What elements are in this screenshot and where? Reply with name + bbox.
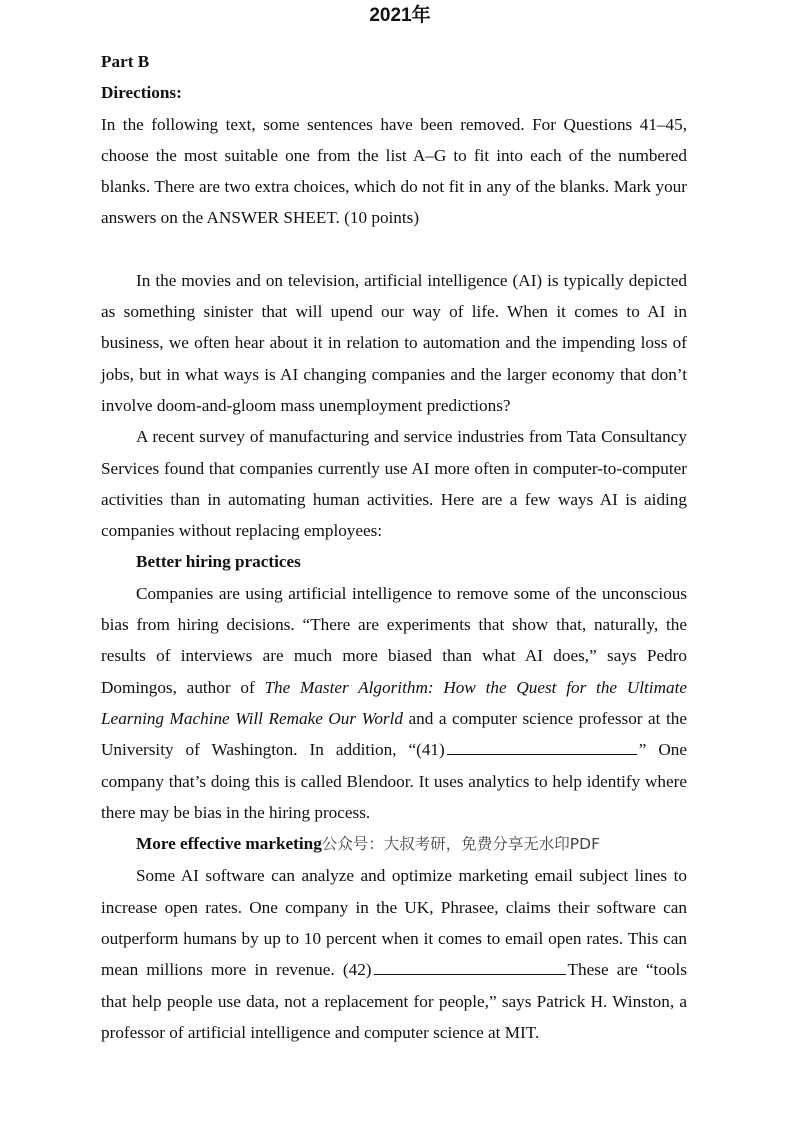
marketing-text-b: These are “tools that help people use data, not a replacement for people,” says Patrick H. Winston, a professor of artificial intelligence and computer science at MIT. xyxy=(101,960,687,1042)
exam-content xyxy=(101,46,687,1048)
part-title: Part B xyxy=(101,52,150,71)
heading-better-hiring: Better hiring practices xyxy=(136,552,301,572)
answer-blank-42[interactable] xyxy=(374,954,566,975)
paragraph-hiring xyxy=(101,578,687,828)
spacer xyxy=(101,234,687,265)
book-title: The Master Algorithm: How the Quest for the Ultimate Learning Machine Will Remake Our World xyxy=(101,677,687,728)
hiring-text-c: ” One company that’s doing this is called Blendoor. It uses analytics to help identify where there may be bias in the hiring process. xyxy=(101,740,687,822)
question-number-42: (42) xyxy=(342,960,372,980)
marketing-text-a: Some AI software can analyze and optimize marketing email subject lines to increase open rates. One company in the UK, Phrasee, claims their software can outperform humans by up to 10 percent when it comes to email open rates. This can mean millions more in revenue. xyxy=(101,866,687,980)
page-header-year: 2021年 xyxy=(369,5,431,26)
watermark-text: 公众号：大叔考研，免费分享无水印PDF xyxy=(321,835,600,854)
paragraph-survey: A recent survey of manufacturing and service industries from Tata Consultancy Services found that companies currently use AI more often in computer-to-computer activities than in automating human activities. Here are a few ways AI is aiding companies without replacing employees: xyxy=(101,427,687,541)
directions-text: In the following text, some sentences have been removed. For Questions 41–45, choose the most suitable one from the list A–G to fit into each of the numbered blanks. There are two extra choices, which do not fit in any of the blanks. Mark your answers on the ANSWER SHEET. (10 points) xyxy=(101,114,687,228)
hiring-text-b: and a computer science professor at the University of Washington. In addition, “ xyxy=(101,708,687,760)
directions-label: Directions: xyxy=(101,83,182,103)
paragraph-intro: In the movies and on television, artificial intelligence (AI) is typically depicted as something sinister that will upend our way of life. When it comes to AI in business, we often hear about it in relation to automation and the impending loss of jobs, but in what ways is AI changing companies and the larger economy that don’t involve doom-and-gloom mass unemployment predictions? xyxy=(101,270,687,415)
hiring-text-a: Companies are using artificial intelligence to remove some of the unconscious bias from hiring decisions. “There are experiments that show that, naturally, the results of interviews are much more biased than what AI does,” says Pedro Domingos, author of xyxy=(101,583,687,697)
heading-more-effective-marketing: More effective marketing xyxy=(136,834,322,854)
answer-blank-41[interactable] xyxy=(447,734,637,755)
question-number-41: (41) xyxy=(416,740,445,760)
paragraph-marketing xyxy=(101,860,687,1048)
heading-marketing-line xyxy=(101,828,687,860)
